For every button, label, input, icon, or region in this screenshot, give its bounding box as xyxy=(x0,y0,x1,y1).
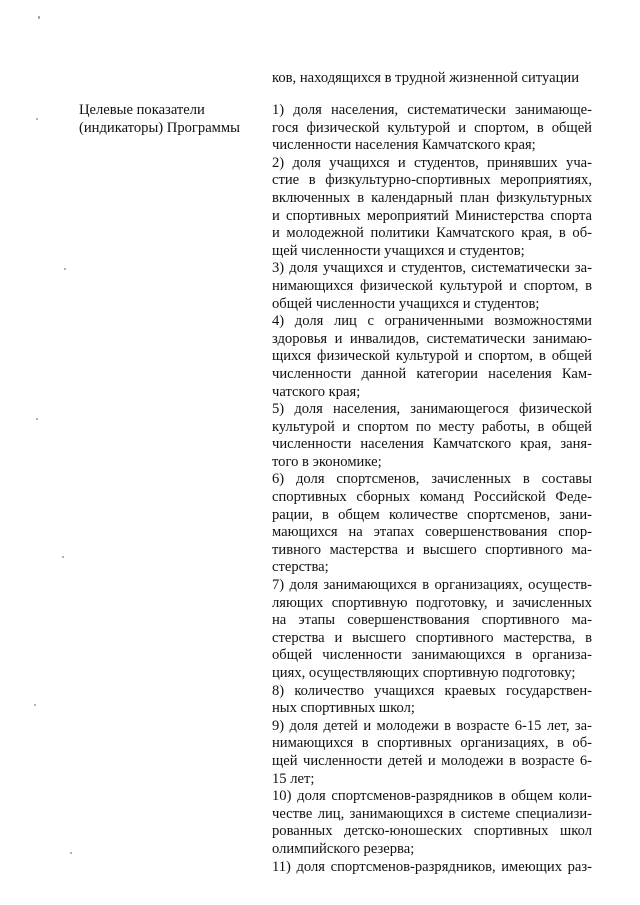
continuation-line: ков, находящихся в трудной жизненной ситуации xyxy=(272,70,580,86)
indicator-line: 11) доля спортсменов-разрядников, имеющих раз- xyxy=(272,858,592,875)
indicator-line: честве лиц, занимающихся в системе специализи- xyxy=(272,805,592,822)
indicator-item xyxy=(272,577,592,683)
indicator-item xyxy=(272,260,592,313)
indicator-line: 7) доля занимающихся в организациях, осуществ- xyxy=(272,577,592,594)
indicator-line: численности данной категории населения Кам- xyxy=(272,365,592,382)
indicator-line: и спортивных мероприятий Министерства спорта xyxy=(272,207,592,224)
indicator-line: гося физической культурой и спортом, в общей xyxy=(272,119,592,136)
indicator-line: щей численности учащихся и студентов; xyxy=(272,242,525,259)
indicator-line: циях, осуществляющих спортивную подготовку; xyxy=(272,665,576,681)
indicator-line: 4) доля лиц с ограниченными возможностями xyxy=(272,313,592,330)
indicator-line: 3) доля учащихся и студентов, систематически за- xyxy=(272,260,592,277)
indicator-item xyxy=(272,788,592,858)
indicator-line: 10) доля спортсменов-разрядников в общем коли- xyxy=(272,788,592,805)
indicator-item xyxy=(272,718,592,788)
indicator-line: стерства; xyxy=(272,559,329,576)
indicator-item xyxy=(272,155,592,261)
indicator-line: здоровья и инвалидов, систематически занимаю- xyxy=(272,330,592,347)
indicators-list xyxy=(272,102,592,876)
indicator-line: нимающихся в спортивных организациях, в об- xyxy=(272,735,592,752)
indicator-line: мающихся на этапах совершенствования спор- xyxy=(272,524,592,541)
indicator-line: и молодежной политики Камчатского края, в об- xyxy=(272,225,592,242)
indicator-line: включенных в календарный план физкультурных xyxy=(272,189,592,206)
indicator-item xyxy=(272,313,592,401)
indicator-line: ляющих спортивную подготовку, и зачисленных xyxy=(272,594,592,611)
scan-speck xyxy=(34,704,36,706)
row-label-line: (индикаторы) Программы xyxy=(79,119,240,136)
indicator-line: на этапы совершенствования спортивного ма- xyxy=(272,612,592,629)
row-label xyxy=(79,102,264,137)
scan-speck xyxy=(64,268,66,270)
indicator-line: общей численности занимающихся в организа- xyxy=(272,647,592,664)
indicator-line: 1) доля населения, систематически занимающе- xyxy=(272,102,592,118)
indicator-item xyxy=(272,859,592,877)
indicator-line: 6) доля спортсменов, зачисленных в составы xyxy=(272,471,592,488)
indicator-line: численности населения Камчатского края, заня- xyxy=(272,436,592,453)
indicator-line: стие в физкультурно-спортивных мероприятиях, xyxy=(272,172,592,189)
indicator-line: численности населения Камчатского края; xyxy=(272,137,536,154)
indicator-line: 5) доля населения, занимающегося физической xyxy=(272,401,592,418)
scan-speck xyxy=(36,118,38,120)
indicator-line: культурой и спортом по месту работы, в общей xyxy=(272,418,592,435)
indicator-line: 8) количество учащихся краевых государствен- xyxy=(272,682,592,699)
scan-speck xyxy=(36,418,38,420)
indicator-line: рации, в общем количестве спортсменов, зани- xyxy=(272,506,592,523)
indicator-item xyxy=(272,683,592,718)
indicator-line: ных спортивных школ; xyxy=(272,700,415,717)
indicator-line: щихся физической культурой и спортом, в общей xyxy=(272,348,592,365)
indicator-line: чатского края; xyxy=(272,383,361,400)
scan-speck xyxy=(38,16,40,19)
indicator-line: тивного мастерства и высшего спортивного ма- xyxy=(272,541,592,558)
scan-speck xyxy=(70,852,72,854)
indicator-line: спортивных сборных команд Российской Феде- xyxy=(272,489,592,506)
indicator-item xyxy=(272,102,592,155)
row-label-line: Целевые показатели xyxy=(79,102,205,118)
indicator-line: 15 лет; xyxy=(272,770,315,787)
scan-speck xyxy=(62,556,64,558)
indicator-line: того в экономике; xyxy=(272,453,382,470)
indicator-line: нимающихся физической культурой и спортом, в xyxy=(272,277,592,294)
indicator-line: 2) доля учащихся и студентов, принявших уча- xyxy=(272,154,592,171)
indicator-line: стерства и высшего спортивного мастерства, в xyxy=(272,629,592,646)
indicator-line: 9) доля детей и молодежи в возрасте 6-15 лет, за- xyxy=(272,717,592,734)
indicator-line: рованных детско-юношеских спортивных школ xyxy=(272,823,592,840)
indicator-item xyxy=(272,471,592,577)
indicator-line: щей численности детей и молодежи в возрасте 6- xyxy=(272,752,592,769)
indicator-item xyxy=(272,401,592,471)
indicator-line: олимпийского резерва; xyxy=(272,840,415,857)
indicator-line: общей численности учащихся и студентов; xyxy=(272,295,540,312)
